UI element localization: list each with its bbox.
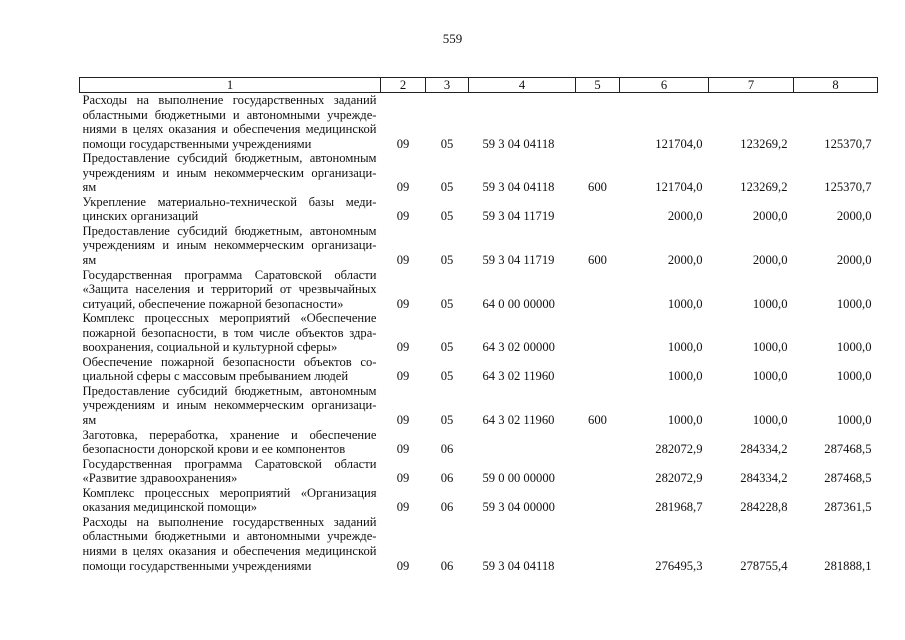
target-article: 64 3 02 00000 — [482, 340, 555, 355]
description-line: учреждениям и иным некоммерческим организаци- — [82, 238, 377, 253]
table-row — [80, 428, 878, 457]
amount-year-3: 1000,0 — [836, 296, 872, 311]
header-col-7: 7 — [709, 78, 794, 93]
section-code: 09 — [396, 558, 410, 573]
description-line: Расходы на выполнение государственных заданий — [82, 514, 377, 529]
section-code: 09 — [396, 209, 410, 224]
description-line: пожарной безопасности, в том числе объектов здра- — [82, 325, 377, 340]
description-line: Комплекс процессных мероприятий «Организация — [82, 485, 377, 500]
amount-year-3: 2000,0 — [836, 209, 872, 224]
amount-year-1: 1000,0 — [667, 413, 703, 428]
subsection-code: 05 — [440, 413, 454, 428]
table-row — [80, 311, 878, 355]
expense-type — [576, 195, 620, 224]
header-col-5: 5 — [576, 78, 620, 93]
page-number: 559 — [442, 31, 463, 46]
amount-year-1: 1000,0 — [667, 296, 703, 311]
description-line: учреждениям и иным некоммерческим организаци- — [82, 165, 377, 180]
target-article: 59 3 04 04118 — [482, 136, 555, 151]
expense-type — [576, 486, 620, 515]
amount-year-1: 121704,0 — [655, 136, 703, 151]
subsection-code: 06 — [440, 442, 454, 457]
description-line: областными бюджетными и автономными учрежде- — [82, 529, 377, 544]
table-row — [80, 384, 878, 428]
amount-year-1: 121704,0 — [655, 180, 703, 195]
expense-type — [576, 355, 620, 384]
description-line: Укрепление материально-технической базы меди- — [82, 194, 377, 209]
amount-year-2: 1000,0 — [752, 296, 788, 311]
section-code: 09 — [396, 500, 410, 515]
description-line: Государственная программа Саратовской области — [82, 456, 377, 471]
amount-year-3: 2000,0 — [836, 253, 872, 268]
table-row — [80, 457, 878, 486]
amount-year-3: 125370,7 — [824, 136, 872, 151]
table-row — [80, 93, 878, 152]
expense-type: 600 — [588, 253, 607, 268]
row-description — [80, 93, 381, 152]
description-line: «Защита населения и территорий от чрезвычайных — [82, 282, 377, 297]
target-article: 59 3 04 00000 — [482, 500, 555, 515]
target-article: 64 0 00 00000 — [482, 296, 555, 311]
section-code: 09 — [396, 253, 410, 268]
amount-year-1: 282072,9 — [655, 471, 703, 486]
row-description — [80, 384, 381, 428]
amount-year-2: 1000,0 — [752, 340, 788, 355]
section-code: 09 — [396, 296, 410, 311]
expense-type — [576, 428, 620, 457]
amount-year-3: 287361,5 — [824, 500, 872, 515]
amount-year-1: 282072,9 — [655, 442, 703, 457]
description-line: Заготовка, переработка, хранение и обеспечение — [82, 427, 377, 442]
subsection-code: 05 — [440, 296, 454, 311]
expense-type — [576, 457, 620, 486]
description-line: учреждениям и иным некоммерческим организаци- — [82, 398, 377, 413]
subsection-code: 05 — [440, 253, 454, 268]
description-line: «Развитие здравоохранения» — [82, 471, 238, 486]
amount-year-2: 123269,2 — [740, 136, 788, 151]
amount-year-2: 123269,2 — [740, 180, 788, 195]
description-line: цинских организаций — [82, 209, 199, 224]
target-article: 64 3 02 11960 — [482, 369, 555, 384]
table-row — [80, 151, 878, 195]
description-line: ниями в целях оказания и обеспечения медицинской — [82, 543, 377, 558]
table-row — [80, 224, 878, 268]
description-line: ниями в целях оказания и обеспечения медицинской — [82, 122, 377, 137]
subsection-code: 05 — [440, 340, 454, 355]
section-code: 09 — [396, 369, 410, 384]
description-line: областными бюджетными и автономными учрежде- — [82, 107, 377, 122]
section-code: 09 — [396, 136, 410, 151]
description-line: воохранения, социальной и культурной сферы» — [82, 340, 338, 355]
table-row — [80, 486, 878, 515]
description-line: Государственная программа Саратовской области — [82, 267, 377, 282]
description-line: ям — [82, 253, 97, 268]
section-code: 09 — [396, 442, 410, 457]
target-article: 59 3 04 11719 — [482, 253, 555, 268]
row-description — [80, 355, 381, 384]
table-row — [80, 195, 878, 224]
row-description — [80, 224, 381, 268]
row-description — [80, 268, 381, 312]
subsection-code: 06 — [440, 558, 454, 573]
description-line: помощи государственными учреждениями — [82, 558, 312, 573]
description-line: Комплекс процессных мероприятий «Обеспечение — [82, 311, 377, 326]
amount-year-2: 2000,0 — [752, 253, 788, 268]
row-description — [80, 515, 381, 573]
description-line: безопасности донорской крови и ее компонентов — [82, 442, 346, 457]
amount-year-3: 1000,0 — [836, 340, 872, 355]
target-article: 59 3 04 04118 — [482, 558, 555, 573]
description-line: Предоставление субсидий бюджетным, автономным — [82, 383, 377, 398]
amount-year-1: 2000,0 — [667, 209, 703, 224]
amount-year-1: 1000,0 — [667, 340, 703, 355]
amount-year-1: 1000,0 — [667, 369, 703, 384]
target-article: 59 3 04 11719 — [482, 209, 555, 224]
amount-year-3: 281888,1 — [824, 558, 872, 573]
expense-type — [576, 515, 620, 573]
target-article: 59 3 04 04118 — [482, 180, 555, 195]
target-article: 64 3 02 11960 — [482, 413, 555, 428]
subsection-code: 05 — [440, 369, 454, 384]
amount-year-3: 1000,0 — [836, 369, 872, 384]
amount-year-3: 125370,7 — [824, 180, 872, 195]
amount-year-2: 284334,2 — [740, 471, 788, 486]
amount-year-2: 1000,0 — [752, 413, 788, 428]
amount-year-2: 284228,8 — [740, 500, 788, 515]
header-col-6: 6 — [620, 78, 709, 93]
row-description — [80, 195, 381, 224]
amount-year-1: 2000,0 — [667, 253, 703, 268]
row-description — [80, 311, 381, 355]
section-code: 09 — [396, 340, 410, 355]
subsection-code: 05 — [440, 180, 454, 195]
table-row — [80, 268, 878, 312]
table-row — [80, 515, 878, 573]
description-line: Расходы на выполнение государственных заданий — [82, 93, 377, 107]
expense-type: 600 — [588, 413, 607, 428]
subsection-code: 05 — [440, 136, 454, 151]
header-col-8: 8 — [794, 78, 878, 93]
section-code: 09 — [396, 471, 410, 486]
expense-type — [576, 311, 620, 355]
amount-year-2: 278755,4 — [740, 558, 788, 573]
subsection-code: 06 — [440, 471, 454, 486]
table-header-row — [80, 78, 878, 93]
description-line: Обеспечение пожарной безопасности объектов со- — [82, 354, 377, 369]
header-col-1: 1 — [80, 78, 381, 93]
amount-year-3: 1000,0 — [836, 413, 872, 428]
table-row — [80, 355, 878, 384]
expense-type: 600 — [588, 180, 607, 195]
header-col-4: 4 — [469, 78, 576, 93]
row-description — [80, 457, 381, 486]
description-line: циальной сферы с массовым пребыванием людей — [82, 369, 349, 384]
description-line: помощи государственными учреждениями — [82, 136, 312, 151]
target-article — [469, 428, 576, 457]
amount-year-1: 281968,7 — [655, 500, 703, 515]
header-col-2: 2 — [381, 78, 426, 93]
budget-table — [79, 77, 878, 573]
amount-year-2: 1000,0 — [752, 369, 788, 384]
amount-year-2: 2000,0 — [752, 209, 788, 224]
row-description — [80, 486, 381, 515]
amount-year-2: 284334,2 — [740, 442, 788, 457]
row-description — [80, 428, 381, 457]
subsection-code: 06 — [440, 500, 454, 515]
expense-type — [576, 268, 620, 312]
amount-year-1: 276495,3 — [655, 558, 703, 573]
amount-year-3: 287468,5 — [824, 471, 872, 486]
description-line: ситуаций, обеспечение пожарной безопасности» — [82, 296, 344, 311]
description-line: оказания медицинской помощи» — [82, 500, 258, 515]
description-line: ям — [82, 413, 97, 428]
expense-type — [576, 93, 620, 152]
row-description — [80, 151, 381, 195]
description-line: ям — [82, 180, 97, 195]
table-body — [80, 93, 878, 574]
amount-year-3: 287468,5 — [824, 442, 872, 457]
header-col-3: 3 — [426, 78, 469, 93]
section-code: 09 — [396, 413, 410, 428]
subsection-code: 05 — [440, 209, 454, 224]
description-line: Предоставление субсидий бюджетным, автономным — [82, 151, 377, 166]
target-article: 59 0 00 00000 — [482, 471, 555, 486]
description-line: Предоставление субсидий бюджетным, автономным — [82, 223, 377, 238]
section-code: 09 — [396, 180, 410, 195]
